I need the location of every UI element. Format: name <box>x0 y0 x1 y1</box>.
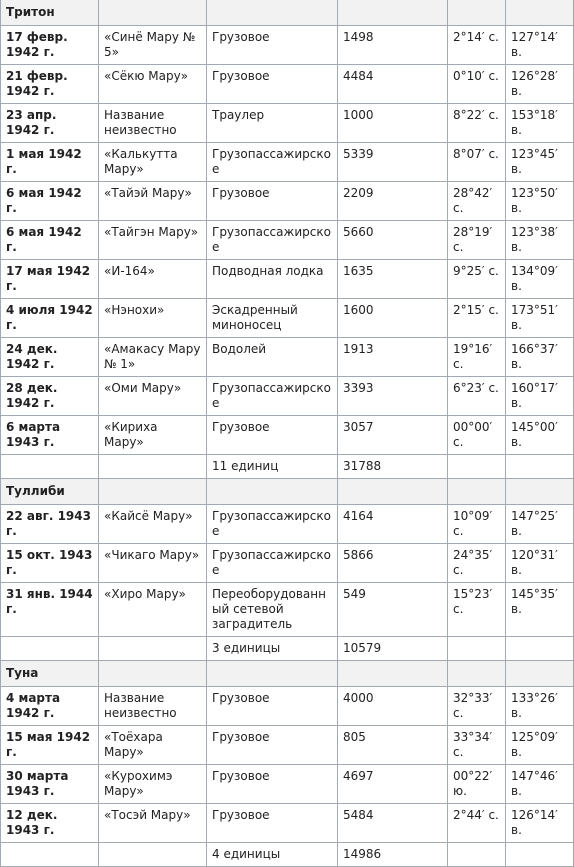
summary-tonnage: 31788 <box>338 455 448 479</box>
ship-name-cell: Название неизвестно <box>99 687 207 726</box>
summary-row <box>1 843 574 867</box>
date-cell: 4 июля 1942 г. <box>1 299 99 338</box>
table-row <box>1 182 574 221</box>
longitude-cell: 160°17′ в. <box>506 377 574 416</box>
empty-cell <box>506 479 574 505</box>
empty-cell <box>506 661 574 687</box>
ship-name-cell: «Калькутта Мару» <box>99 143 207 182</box>
longitude-cell: 153°18′ в. <box>506 104 574 143</box>
empty-cell <box>338 661 448 687</box>
empty-cell <box>207 479 338 505</box>
longitude-cell: 147°46′ в. <box>506 765 574 804</box>
longitude-cell: 133°26′ в. <box>506 687 574 726</box>
table-row <box>1 143 574 182</box>
ship-name-cell: «Тайгэн Мару» <box>99 221 207 260</box>
date-cell: 22 авг. 1943 г. <box>1 505 99 544</box>
empty-cell <box>99 843 207 867</box>
ship-type-cell: Грузовое <box>207 726 338 765</box>
latitude-cell: 0°10′ с. <box>448 65 506 104</box>
longitude-cell: 125°09′ в. <box>506 726 574 765</box>
summary-row <box>1 455 574 479</box>
latitude-cell: 33°34′ с. <box>448 726 506 765</box>
date-cell: 6 марта 1943 г. <box>1 416 99 455</box>
ship-type-cell: Водолей <box>207 338 338 377</box>
latitude-cell: 15°23′ с. <box>448 583 506 637</box>
empty-cell <box>99 479 207 505</box>
summary-units: 4 единицы <box>207 843 338 867</box>
table-row <box>1 260 574 299</box>
empty-cell <box>207 661 338 687</box>
latitude-cell: 8°22′ с. <box>448 104 506 143</box>
table-row <box>1 687 574 726</box>
summary-row <box>1 637 574 661</box>
summary-tonnage: 10579 <box>338 637 448 661</box>
date-cell: 15 окт. 1943 г. <box>1 544 99 583</box>
submarine-group-header <box>1 479 574 505</box>
tonnage-cell: 4000 <box>338 687 448 726</box>
tonnage-cell: 1498 <box>338 26 448 65</box>
tonnage-cell: 5484 <box>338 804 448 843</box>
empty-cell <box>338 0 448 26</box>
table-row <box>1 583 574 637</box>
ship-name-cell: «Тоёхара Мару» <box>99 726 207 765</box>
latitude-cell: 19°16′ с. <box>448 338 506 377</box>
ship-name-cell: «Оми Мару» <box>99 377 207 416</box>
latitude-cell: 2°15′ с. <box>448 299 506 338</box>
table-row <box>1 299 574 338</box>
empty-cell <box>448 479 506 505</box>
ship-type-cell: Переоборудованный сетевой заградитель <box>207 583 338 637</box>
ship-name-cell: Название неизвестно <box>99 104 207 143</box>
latitude-cell: 6°23′ с. <box>448 377 506 416</box>
date-cell: 23 апр. 1942 г. <box>1 104 99 143</box>
tonnage-cell: 4697 <box>338 765 448 804</box>
tonnage-cell: 4164 <box>338 505 448 544</box>
ship-name-cell: «И-164» <box>99 260 207 299</box>
ship-name-cell: «Синё Мару № 5» <box>99 26 207 65</box>
table-row <box>1 416 574 455</box>
ship-name-cell: «Нэнохи» <box>99 299 207 338</box>
empty-cell <box>448 0 506 26</box>
summary-units: 11 единиц <box>207 455 338 479</box>
ship-name-cell: «Курохимэ Мару» <box>99 765 207 804</box>
longitude-cell: 127°14′ в. <box>506 26 574 65</box>
tonnage-cell: 3393 <box>338 377 448 416</box>
submarine-name: Туна <box>1 661 99 687</box>
date-cell: 12 дек. 1943 г. <box>1 804 99 843</box>
date-cell: 21 февр. 1942 г. <box>1 65 99 104</box>
date-cell: 17 февр. 1942 г. <box>1 26 99 65</box>
table-row <box>1 765 574 804</box>
empty-cell <box>99 455 207 479</box>
tonnage-cell: 3057 <box>338 416 448 455</box>
table-row <box>1 104 574 143</box>
table-row <box>1 726 574 765</box>
date-cell: 31 янв. 1944 г. <box>1 583 99 637</box>
table-row <box>1 338 574 377</box>
latitude-cell: 24°35′ с. <box>448 544 506 583</box>
summary-tonnage: 14986 <box>338 843 448 867</box>
tonnage-cell: 5866 <box>338 544 448 583</box>
submarine-name: Туллиби <box>1 479 99 505</box>
table-row <box>1 505 574 544</box>
ship-name-cell: «Чикаго Мару» <box>99 544 207 583</box>
empty-cell <box>448 661 506 687</box>
date-cell: 15 мая 1942 г. <box>1 726 99 765</box>
tonnage-cell: 1635 <box>338 260 448 299</box>
submarine-group-header <box>1 0 574 26</box>
table-row <box>1 65 574 104</box>
longitude-cell: 126°28′ в. <box>506 65 574 104</box>
ship-type-cell: Грузовое <box>207 65 338 104</box>
latitude-cell: 28°42′ с. <box>448 182 506 221</box>
latitude-cell: 10°09′ с. <box>448 505 506 544</box>
table-row <box>1 804 574 843</box>
empty-cell <box>99 0 207 26</box>
tonnage-cell: 2209 <box>338 182 448 221</box>
longitude-cell: 123°38′ в. <box>506 221 574 260</box>
latitude-cell: 2°14′ с. <box>448 26 506 65</box>
tonnage-cell: 1913 <box>338 338 448 377</box>
empty-cell <box>506 455 574 479</box>
tonnage-cell: 5339 <box>338 143 448 182</box>
summary-units: 3 единицы <box>207 637 338 661</box>
tonnage-cell: 5660 <box>338 221 448 260</box>
tonnage-cell: 4484 <box>338 65 448 104</box>
ship-type-cell: Грузопассажирское <box>207 221 338 260</box>
empty-cell <box>338 479 448 505</box>
latitude-cell: 28°19′ с. <box>448 221 506 260</box>
empty-cell <box>207 0 338 26</box>
empty-cell <box>99 661 207 687</box>
longitude-cell: 123°45′ в. <box>506 143 574 182</box>
date-cell: 1 мая 1942 г. <box>1 143 99 182</box>
ship-name-cell: «Кириха Мару» <box>99 416 207 455</box>
longitude-cell: 145°35′ в. <box>506 583 574 637</box>
tonnage-cell: 805 <box>338 726 448 765</box>
tonnage-cell: 1000 <box>338 104 448 143</box>
table-row <box>1 377 574 416</box>
ship-type-cell: Грузопассажирское <box>207 377 338 416</box>
latitude-cell: 32°33′ с. <box>448 687 506 726</box>
ship-name-cell: «Сёкю Мару» <box>99 65 207 104</box>
submarine-name: Тритон <box>1 0 99 26</box>
table-row <box>1 544 574 583</box>
table-row <box>1 221 574 260</box>
longitude-cell: 145°00′ в. <box>506 416 574 455</box>
empty-cell <box>1 637 99 661</box>
longitude-cell: 123°50′ в. <box>506 182 574 221</box>
longitude-cell: 173°51′ в. <box>506 299 574 338</box>
empty-cell <box>448 843 506 867</box>
latitude-cell: 9°25′ с. <box>448 260 506 299</box>
ship-type-cell: Эскадренный миноносец <box>207 299 338 338</box>
longitude-cell: 166°37′ в. <box>506 338 574 377</box>
longitude-cell: 120°31′ в. <box>506 544 574 583</box>
tonnage-cell: 1600 <box>338 299 448 338</box>
ship-name-cell: «Кайсё Мару» <box>99 505 207 544</box>
ship-type-cell: Подводная лодка <box>207 260 338 299</box>
latitude-cell: 2°44′ с. <box>448 804 506 843</box>
longitude-cell: 126°14′ в. <box>506 804 574 843</box>
ship-type-cell: Траулер <box>207 104 338 143</box>
date-cell: 17 мая 1942 г. <box>1 260 99 299</box>
ship-type-cell: Грузовое <box>207 26 338 65</box>
ship-type-cell: Грузовое <box>207 765 338 804</box>
empty-cell <box>506 637 574 661</box>
empty-cell <box>448 637 506 661</box>
date-cell: 24 дек. 1942 г. <box>1 338 99 377</box>
ship-type-cell: Грузовое <box>207 416 338 455</box>
ship-type-cell: Грузовое <box>207 687 338 726</box>
date-cell: 4 марта 1942 г. <box>1 687 99 726</box>
ship-name-cell: «Хиро Мару» <box>99 583 207 637</box>
date-cell: 30 марта 1943 г. <box>1 765 99 804</box>
ship-name-cell: «Тосэй Мару» <box>99 804 207 843</box>
table-body <box>1 0 574 867</box>
latitude-cell: 8°07′ с. <box>448 143 506 182</box>
ship-type-cell: Грузопассажирское <box>207 505 338 544</box>
ship-name-cell: «Амакасу Мару № 1» <box>99 338 207 377</box>
ship-type-cell: Грузопассажирское <box>207 143 338 182</box>
date-cell: 6 мая 1942 г. <box>1 221 99 260</box>
empty-cell <box>99 637 207 661</box>
empty-cell <box>506 0 574 26</box>
longitude-cell: 134°09′ в. <box>506 260 574 299</box>
empty-cell <box>448 455 506 479</box>
ship-type-cell: Грузовое <box>207 182 338 221</box>
empty-cell <box>506 843 574 867</box>
ship-name-cell: «Тайэй Мару» <box>99 182 207 221</box>
table-row <box>1 26 574 65</box>
empty-cell <box>1 843 99 867</box>
latitude-cell: 00°00′ с. <box>448 416 506 455</box>
latitude-cell: 00°22′ ю. <box>448 765 506 804</box>
ship-type-cell: Грузовое <box>207 804 338 843</box>
tonnage-cell: 549 <box>338 583 448 637</box>
empty-cell <box>1 455 99 479</box>
date-cell: 28 дек. 1942 г. <box>1 377 99 416</box>
longitude-cell: 147°25′ в. <box>506 505 574 544</box>
submarine-group-header <box>1 661 574 687</box>
date-cell: 6 мая 1942 г. <box>1 182 99 221</box>
ship-type-cell: Грузопассажирское <box>207 544 338 583</box>
